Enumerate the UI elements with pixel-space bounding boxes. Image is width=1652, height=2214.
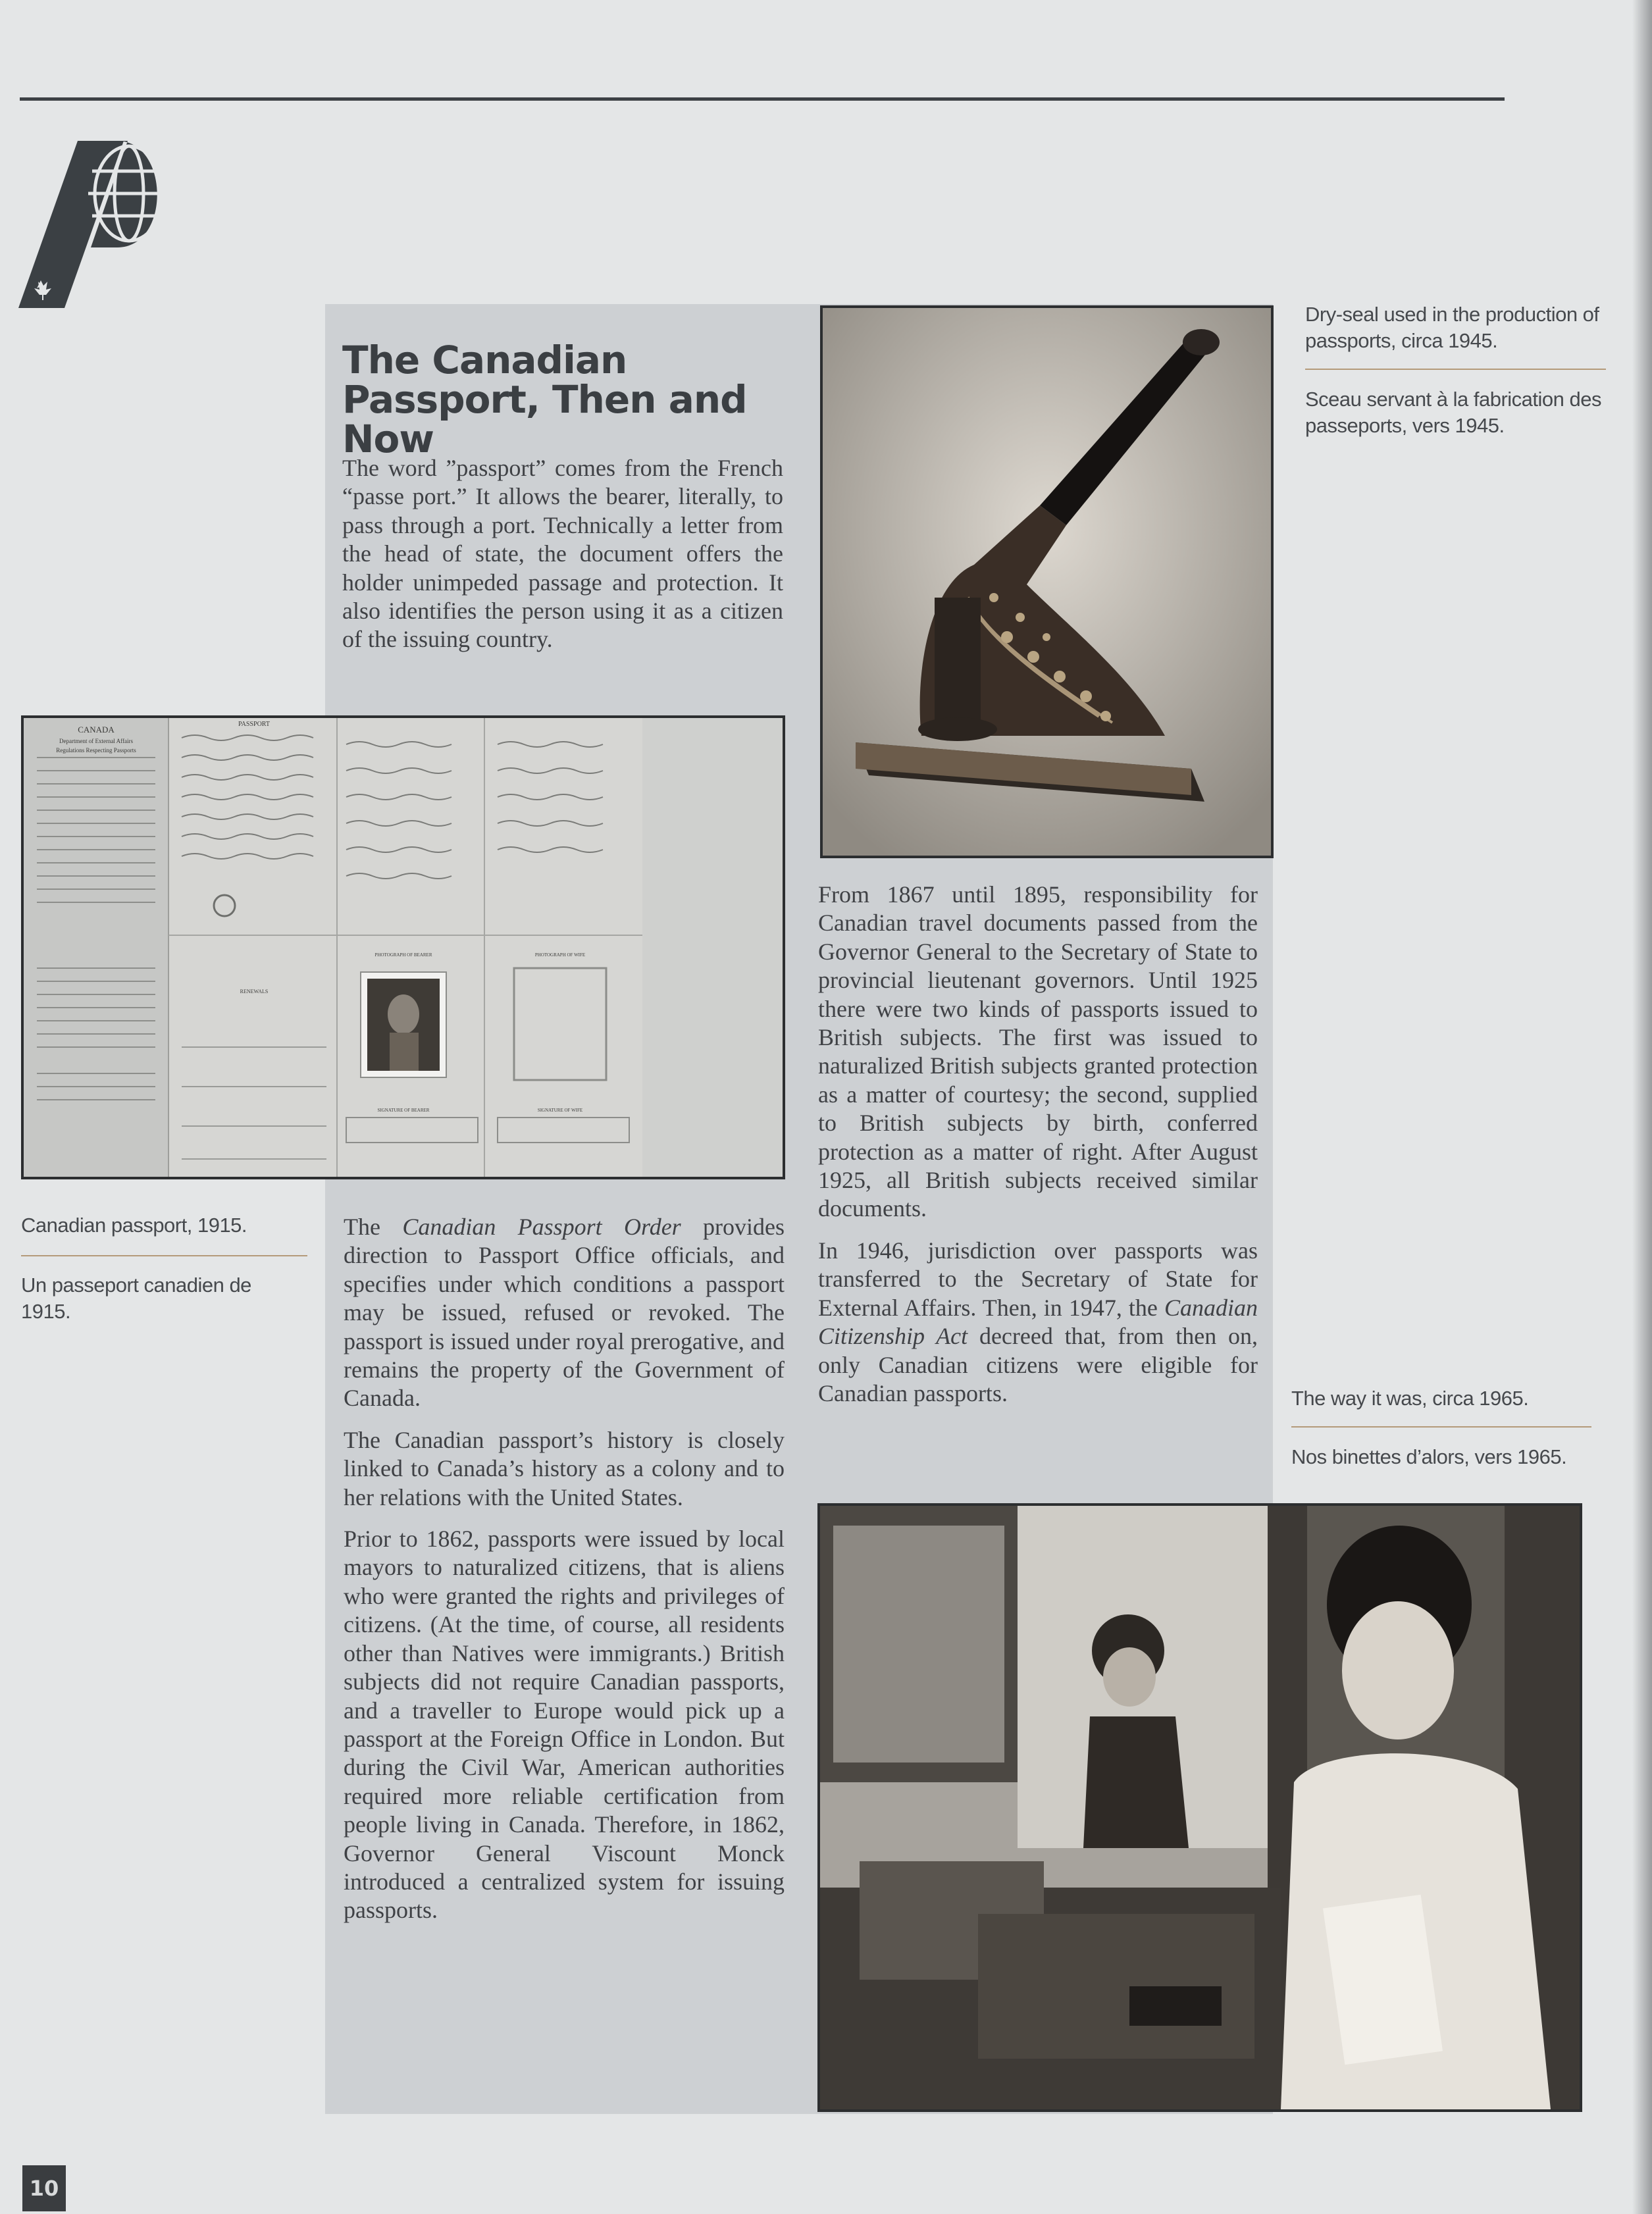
- passport-department-text: Department of External Affairs: [59, 738, 134, 744]
- paragraph-prior-1862: Prior to 1862, passports were issued by local mayors to naturalized citizens, that is aliens who were granted the rights and privileges of citizens. (At the time, of course, all residents other than Natives were immigrants.) British subjects did not require Canadian passports, and a traveller to Europe would pick up a passport at the Foreign Office in London. But during the Civil War, American authorities required more reliable certification from people living in Canada. Therefore, in 1862, Governor General Viscount Monck introduced a centralized system for issuing passports.: [344, 1526, 785, 1924]
- seal-caption-divider: [1305, 369, 1606, 370]
- signature-wife-label: SIGNATURE OF WIFE: [537, 1108, 583, 1113]
- column-1-text: [344, 1213, 785, 1938]
- page-edge-shadow: [1632, 0, 1652, 2214]
- header-rule: [20, 97, 1505, 101]
- paragraph-history: The Canadian passport’s history is closely linked to Canada’s history as a colony and to her relations with the United States.: [344, 1426, 785, 1510]
- office-caption-fr: Nos binettes d’alors, vers 1965.: [1291, 1445, 1567, 1468]
- passport-1915-image: [21, 715, 785, 1179]
- passport-p-logo: [18, 138, 170, 309]
- office-1965-image: [817, 1503, 1582, 2112]
- office-caption-divider: [1291, 1426, 1591, 1428]
- passport-country-text: CANADA: [78, 725, 115, 734]
- dry-seal-image: [820, 305, 1274, 858]
- paragraph-passport-order: The Canadian Passport Order provides direction to Passport Office officials, and specifies under which conditions a passport may be issued, refused or revoked. The passport is issued under royal prerogative, and remains the property of the Government of Canada.: [344, 1214, 785, 1412]
- passport-caption-divider: [21, 1255, 307, 1256]
- article-title: The Canadian Passport, Then and Now: [342, 337, 747, 461]
- intro-text: The word ”passport” comes from the French “passe port.” It allows the bearer, literally, to pass through a port. Technically a letter from the head of state, the document offers the holder unimpeded passage and protection. It also identifies the person using it as a citizen of the issuing country.: [342, 455, 783, 653]
- paragraph-1946: In 1946, jurisdiction over passports was transferred to the Secretary of State for External Affairs. Then, in 1947, the Canadian Citizenship Act decreed that, from then on, only Canadian citizens were eligible for Canadian passports.: [818, 1237, 1258, 1406]
- seal-caption-fr: Sceau servant à la fabrication des passeports, vers 1945.: [1305, 388, 1601, 437]
- office-caption-en: The way it was, circa 1965.: [1291, 1387, 1529, 1410]
- signature-bearer-label: SIGNATURE OF BEARER: [377, 1108, 430, 1113]
- paragraph-1867-1895: From 1867 until 1895, responsibility for Canadian travel documents passed from the Governor General to the Secretary of State to provincial lieutenant governors. Until 1925 there were two kinds of passports issued to British subjects. The first was issued to naturalized British subjects granted protection as a matter of courtesy; the second, supplied to British subjects by birth, conferred protection as a matter of right. After August 1925, all British subjects received similar documents.: [818, 881, 1258, 1222]
- passport-caption-fr: Un passeport canadien de 1915.: [21, 1274, 251, 1323]
- photo-wife-label: PHOTOGRAPH OF WIFE: [534, 952, 586, 958]
- passport-renewals-text: RENEWALS: [240, 989, 269, 994]
- passport-regulations-text: Regulations Respecting Passports: [56, 747, 136, 754]
- column-2-text: [818, 881, 1258, 1421]
- passport-caption-en: Canadian passport, 1915.: [21, 1214, 247, 1237]
- seal-caption-en: Dry-seal used in the production of passports, circa 1945.: [1305, 303, 1599, 352]
- page-number: 10: [22, 2165, 66, 2211]
- intro-paragraph: [342, 454, 783, 667]
- passport-header-text: PASSPORT: [238, 721, 270, 728]
- photo-bearer-label: PHOTOGRAPH OF BEARER: [374, 952, 432, 958]
